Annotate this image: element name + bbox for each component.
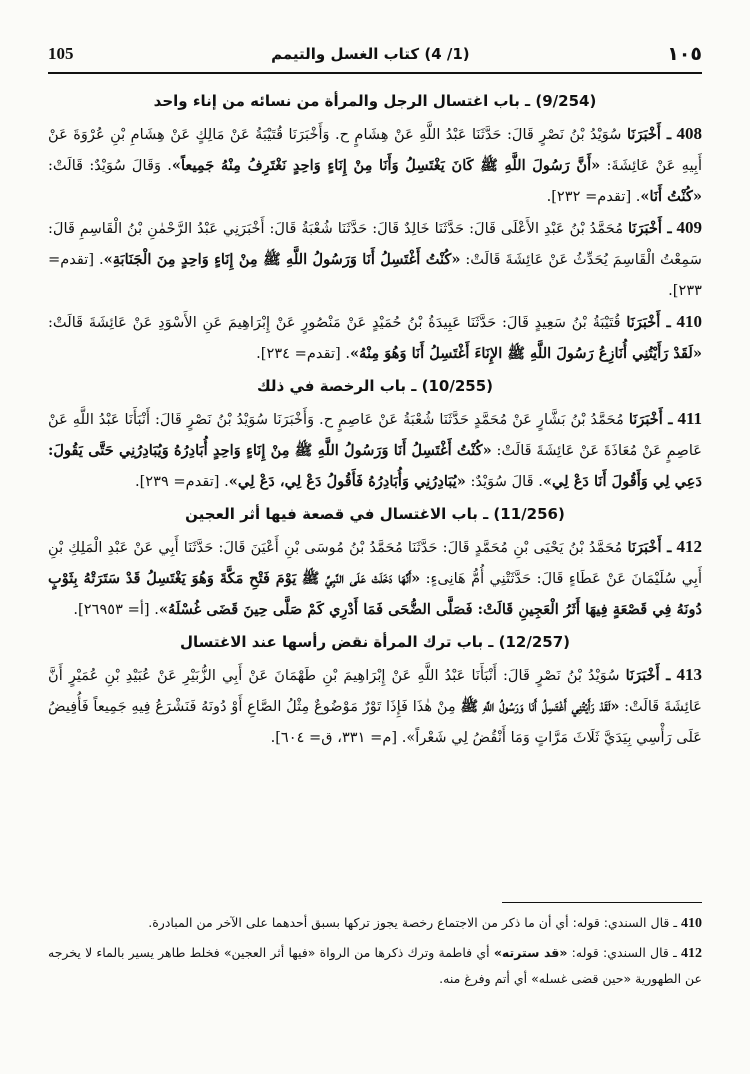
main-text (48, 84, 702, 874)
footnote (48, 910, 702, 936)
hadith-lead: ـ أَخْبَرَنَا (626, 126, 672, 143)
hadith-quote: «أَنَّ رَسُولَ اللَّهِ ﷺ كَانَ يَغْتَسِلُ وَأَنَا مِنْ إِنَاءٍ وَاحِدٍ نَغْتَرِفُ مِنْهُ جَمِيعاً» (171, 157, 601, 174)
hadith-quote: «كُنْتُ أَغْتَسِلُ أَنَا وَرَسُولُ اللَّهِ ﷺ مِنْ إِنَاءٍ وَاحِدٍ مِنَ الْجَنَابَةِ» (103, 251, 461, 268)
hadith-paragraph (48, 212, 702, 306)
footnote (48, 940, 702, 991)
footnote-number: 412 (680, 946, 702, 961)
footnote-number: 410 (681, 916, 702, 931)
chapter-heading: (12/257) ـ باب ترك المرأة نقض رأسها عند الاغتسال (179, 633, 571, 651)
hadith-number: 413 (676, 665, 702, 684)
footnotes (48, 910, 702, 1030)
header-divider (48, 72, 702, 74)
hadith-lead: ـ أَخْبَرَنَا (627, 220, 672, 237)
hadith-reference: . [م= ٣٣١، ق= ٦٠٤]. (270, 729, 407, 746)
hadith-chain: مُحَمَّدُ بْنُ عَبْدِ الأَعْلَى قَالَ: حَدَّثَنَا خَالِدٌ قَالَ: حَدَّثَنَا شُعْبَةُ قَالَ: أَخْبَرَنِي عَبْدُ الرَّحْمٰنِ بْنُ الْقَاسِمِ قَالَ: سَمِعْتُ الْقَاسِمَ يُحَدِّثُ عَنْ عَائِشَةَ قَالَتْ: (48, 220, 702, 268)
hadith-paragraph (48, 403, 702, 497)
hadith-quote: «لَقَدْ رَأَيْتُنِي أَغْتَسِلُ أَنَا وَرَسُولُ اللَّهِ ﷺ (460, 698, 620, 715)
hadith-number: 409 (676, 218, 702, 237)
hadith-number: 412 (676, 537, 702, 556)
hadith-chain: سُوَيْدُ بْنُ نَصْرٍ قَالَ: أَنْبَأَنَا عَبْدُ اللَّهِ عَنْ إِبْرَاهِيمَ بْنِ طَهْمَانَ عَنْ أَبِي الزُّبَيْرِ عَنْ عُبَيْدِ بْنِ عُمَيْرٍ أَنَّ عَائِشَةَ قَالَتْ: (48, 667, 702, 715)
chapter-heading: (9/254) ـ باب اغتسال الرجل والمرأة من نسائه من إناء واحد (153, 92, 597, 110)
hadith-quote-cont: مِنْ هٰذَا فَإِذَا تَوْرٌ مَوْضُوعٌ مِثْلُ الصَّاعِ أَوْ دُونَهُ فَنَشْرَعُ فِيهِ جَمِيعاً فَأُفِيضُ عَلَى رَأْسِي بِيَدَيَّ ثَلَاثَ مَرَّاتٍ وَمَا أَنْقُضُ لِي شَعْراً» (48, 698, 702, 746)
hadith-lead: ـ أَخْبَرَنَا (625, 667, 671, 684)
hadith-lead: ـ أَخْبَرَنَا (626, 314, 671, 331)
hadith-reference: . [تقدم= ٢٣٩]. (134, 473, 229, 490)
page-header (48, 38, 702, 70)
hadith-chain: مُحَمَّدُ بْنُ بَشَّارٍ عَنْ مُحَمَّدٍ حَدَّثَنَا شُعْبَةُ عَنْ عَاصِمٍ ح. وَأَخْبَرَنَا سُوَيْدُ بْنُ نَصْرٍ قَالَ: أَنْبَأَنَا عَبْدُ اللَّهِ عَنْ عَاصِمٍ عَنْ مُعَاذَةَ عَنْ عَائِشَةَ قَالَتْ: (48, 411, 702, 459)
hadith-chain-cont: . وَقَالَ سُوَيْدٌ: قَالَتْ: (48, 157, 172, 174)
hadith-reference: . [تقدم= ٢٣٢]. (546, 188, 641, 205)
footnote-text: أي أن ما ذكر من الاجتماع رخصة يجوز تركها بسبق أحدهما على الآخر من المبادرة. (148, 915, 569, 930)
footnote-text: أي فاطمة وترك ذكرها من الرواة «فيها أثر العجين» فخلط طاهر يسير بالماء لا يخرجه عن الطهورية «حين قضى غسله» أي أتم وفرغ منه. (48, 945, 702, 986)
hadith-chain: قُتَيْبَةُ بْنُ سَعِيدٍ قَالَ: حَدَّثَنَا عَبِيدَةُ بْنُ حُمَيْدٍ عَنْ مَنْصُورٍ عَنْ إِبْرَاهِيمَ عَنِ الأَسْوَدِ عَنْ عَائِشَةَ قَالَتْ: (48, 314, 621, 331)
hadith-quote: «كُنْتُ أَغْتَسِلُ أَنَا وَرَسُولُ اللَّهِ ﷺ مِنْ إِنَاءٍ وَاحِدٍ أُبَادِرُهُ وَيُبَادِرُنِي حَتَّى يَقُولَ: دَعِي لِي وَأَقُولَ أَنَا دَعْ لِي» (48, 442, 702, 490)
hadith-paragraph (48, 659, 702, 753)
hadith-lead: ـ أَخْبَرَنَا (628, 411, 673, 428)
hadith-reference: . [تقدم= ٢٣٣]. (48, 251, 702, 299)
chapter-heading: (10/255) ـ باب الرخصة في ذلك (256, 377, 494, 395)
footnote-lemma: «قد سترته» (493, 945, 568, 960)
hadith-chain-cont: . قَالَ سُوَيْدٌ: (470, 473, 543, 490)
hadith-chain: مُحَمَّدُ بْنُ يَحْيَى بْنِ مُحَمَّدٍ قَالَ: حَدَّثَنَا مُحَمَّدُ بْنُ مُوسَى بْنِ أَعْيَنَ قَالَ: حَدَّثَنَا أَبِي عَنْ عَبْدِ الْمَلِكِ بْنِ أَبِي سُلَيْمَانَ عَنْ عَطَاءٍ قَالَ: حَدَّثَتْنِي أُمُّ هَانِىءٍ: (48, 539, 702, 587)
hadith-quote-variant: «يُبَادِرُنِي وَأُبَادِرُهُ فَأَقُولُ دَعْ لِي، دَعْ لِي» (228, 473, 466, 490)
hadith-number: 411 (677, 409, 702, 428)
page-number-arabic: ١٠٥ (667, 43, 702, 65)
running-title: (1/ 4) كتاب الغسل والتيمم (271, 45, 470, 63)
hadith-number: 410 (676, 312, 702, 331)
hadith-lead: ـ أَخْبَرَنَا (627, 539, 672, 556)
chapter-heading: (11/256) ـ باب الاغتسال في قصعة فيها أثر العجين (185, 505, 565, 523)
hadith-number: 408 (676, 124, 702, 143)
hadith-chain: سُوَيْدُ بْنُ نَصْرٍ قَالَ: حَدَّثَنَا عَبْدُ اللَّهِ عَنْ هِشَامٍ ح. وَأَخْبَرَنَا قُتَيْبَةُ عَنْ مَالِكٍ عَنْ هِشَامِ بْنِ عُرْوَةَ عَنْ أَبِيهِ عَنْ عَائِشَةَ: (48, 126, 702, 174)
hadith-quote-variant: «كُنْتُ أَنَا» (640, 188, 702, 205)
hadith-quote: «أَنَّهَا دَخَلَتْ عَلَى النَّبِيِّ ﷺ (301, 570, 421, 587)
hadith-reference: . [تقدم= ٢٣٤]. (256, 345, 350, 362)
footnote-divider (502, 902, 702, 903)
hadith-reference: . [أ= ٢٦٩٥٣]. (73, 601, 159, 618)
hadith-paragraph (48, 531, 702, 625)
footnote-head: ـ قال السندي: قوله: (571, 945, 677, 960)
hadith-quote-cont: يَوْمَ فَتْحِ مَكَّةَ وَهُوَ يَغْتَسِلُ قَدْ سَتَرَتْهُ بِثَوْبٍ دُونَهُ فِي قَصْعَةٍ فِيهَا أَثَرُ الْعَجِينِ قَالَتْ: فَصَلَّى الضُّحَى فَمَا أَدْرِي كَمْ صَلَّى حِينَ قَضَى غُسْلَهُ» (48, 570, 702, 618)
hadith-paragraph (48, 306, 702, 369)
hadith-paragraph (48, 118, 702, 212)
hadith-quote: «لَقَدْ رَأَيْتُنِي أُنَازِعُ رَسُولَ اللَّهِ ﷺ الإِنَاءَ أَغْتَسِلُ أَنَا وَهُوَ مِنْهُ» (350, 345, 702, 362)
footnote-head: ـ قال السندي: قوله: (572, 915, 678, 930)
page-number-latin: 105 (48, 44, 74, 63)
